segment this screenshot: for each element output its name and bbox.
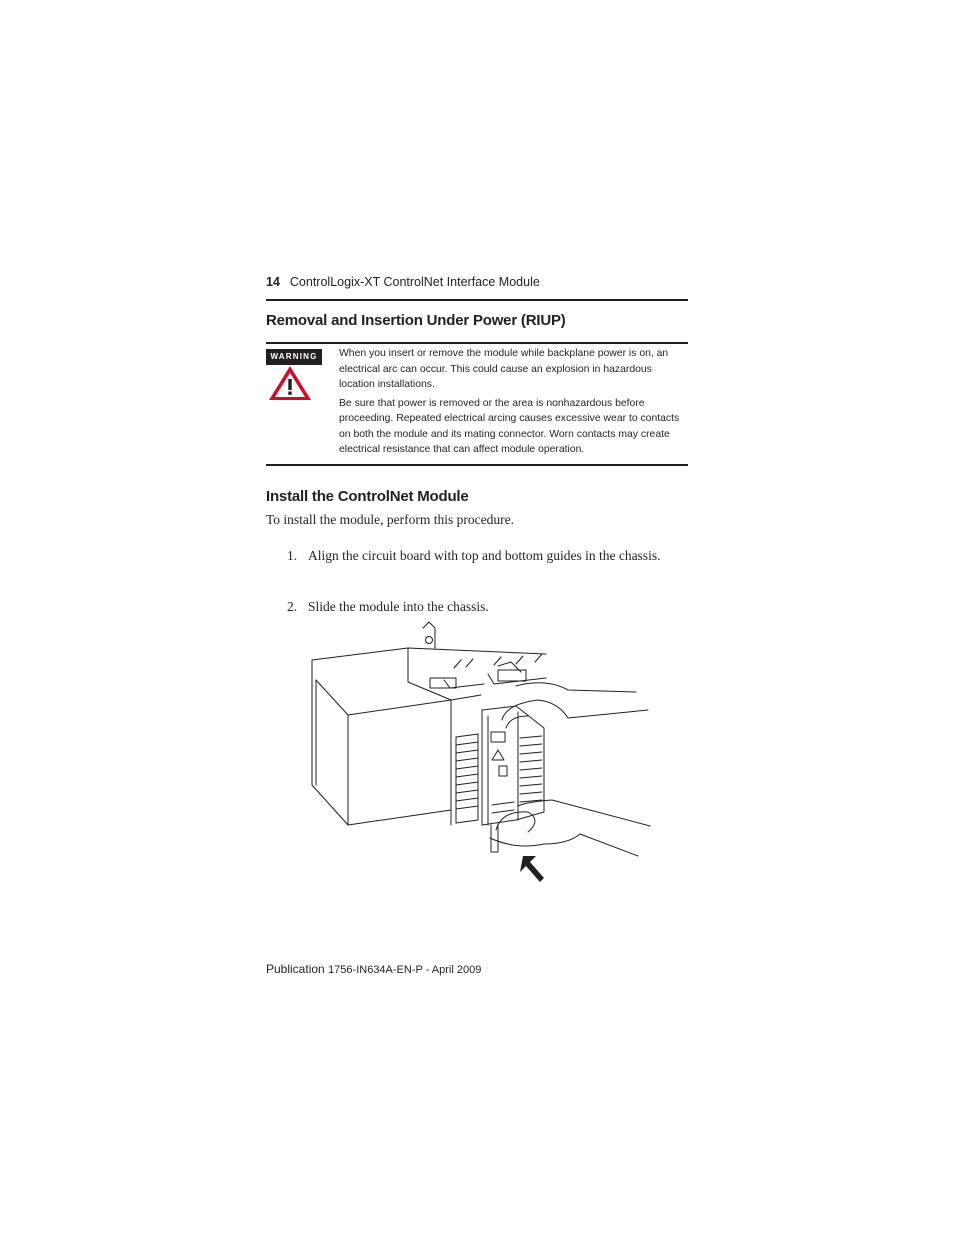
warning-bottom-rule [266,464,688,466]
header-rule [266,299,688,301]
warning-paragraph-2: Be sure that power is removed or the area is nonhazardous before proceeding. Repeated electrical arcing causes excessive wear to contacts on both the module and its mating connector. Worn contacts may create electrical resistance that can affect module operation. [339,397,680,455]
step-text: Slide the module into the chassis. [308,599,489,614]
warning-paragraph-1: When you insert or remove the module while backplane power is on, an electrical arc can occur. This could cause an explosion in hazardous location installations. [339,348,669,390]
step-2 [287,598,667,615]
warning-text [339,346,689,461]
step-text: Align the circuit board with top and bottom guides in the chassis. [308,548,661,563]
warning-top-rule [266,342,688,344]
arrow-icon [520,856,544,882]
footer [266,962,481,976]
install-intro: To install the module, perform this procedure. [266,512,514,527]
page-number: 14 [266,275,280,289]
step-number: 1. [287,548,298,563]
footer-label: Publication [266,962,325,976]
section-heading-install: Install the ControlNet Module [266,488,469,505]
warning-label: WARNING [266,349,322,365]
warning-triangle-icon [267,364,313,402]
step-number: 2. [287,599,298,614]
running-title: ControlLogix-XT ControlNet Interface Module [289,275,540,289]
running-header [266,275,540,289]
section-heading-riup: Removal and Insertion Under Power (RIUP) [266,312,566,329]
step-1 [287,547,667,564]
publication-number: 1756-IN634A-EN-P - April 2009 [328,964,482,976]
module-insertion-illustration [306,620,651,890]
